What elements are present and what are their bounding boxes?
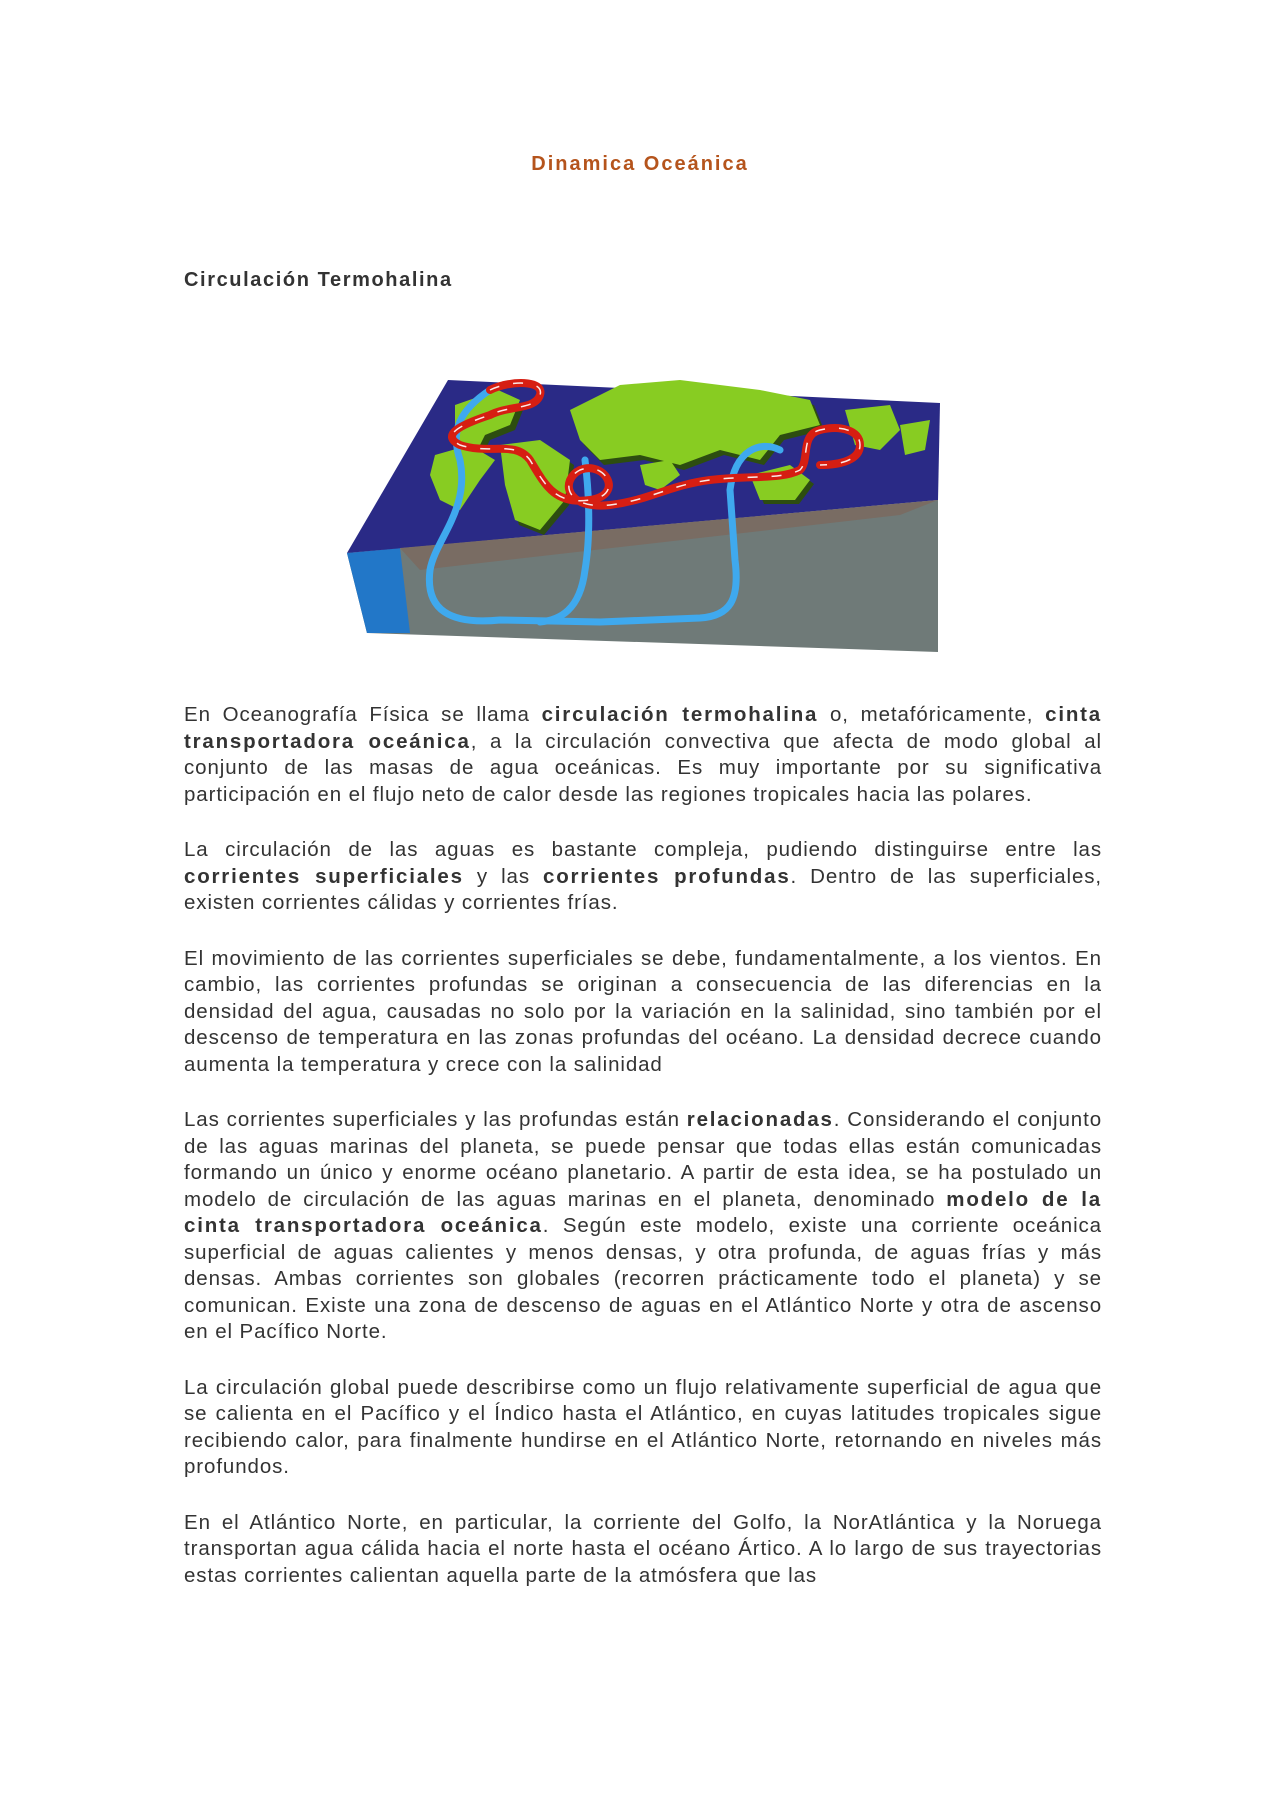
paragraph-text: o, metafóricamente, <box>818 703 1046 726</box>
paragraph-text: La circulación de las aguas es bastante compleja, pudiendo distinguirse entre las <box>184 838 1102 861</box>
paragraph-text: En Oceanografía Física se llama <box>184 703 542 726</box>
thermohaline-conveyor-belt-diagram <box>340 370 940 680</box>
paragraph <box>184 946 1102 1079</box>
section-heading: Circulación Termohalina <box>184 269 453 291</box>
bold-term: circulación termohalina <box>541 703 819 726</box>
bold-term: corrientes profundas <box>543 864 791 888</box>
paragraph <box>184 837 1102 917</box>
page-title: Dinamica Oceánica <box>531 153 749 175</box>
paragraph-text: El movimiento de las corrientes superficiales se debe, fundamentalmente, a los vientos. En cambio, las corrientes profundas se originan a consecuencia de las diferencias en la densidad del agua, causadas no solo por la variación en la salinidad, sino también por el descenso de temperatura en las zonas profundas del océano. La densidad decrece cuando aumenta la temperatura y crece con la salinidad <box>184 946 1102 1076</box>
paragraph <box>184 1510 1102 1590</box>
paragraph-text: En el Atlántico Norte, en particular, la corriente del Golfo, la NorAtlántica y la Noruega transportan agua cálida hacia el norte hasta el océano Ártico. A lo largo de sus trayectorias estas corrientes calientan aquella parte de la atmósfera que las <box>184 1510 1102 1587</box>
bold-term: cinta transportadora oceánica <box>184 703 1102 753</box>
paragraph-text: , a la circulación convectiva que afecta de modo global al conjunto de las masas de agua oceánicas. Es muy importante por su significativa participación en el flujo neto de calor desde las regiones tropicales hacia las polares. <box>184 729 1102 806</box>
paragraph-text: . Según este modelo, existe una corriente oceánica superficial de aguas calientes y menos densas, y otra profunda, de aguas frías y más densas. Ambas corrientes son globales (recorren prácticamente todo el planeta) y se comunican. Existe una zona de descenso de aguas en el Atlántico Norte y otra de ascenso en el Pacífico Norte. <box>184 1214 1102 1343</box>
paragraph-text: y las <box>463 864 544 888</box>
paragraph <box>184 1375 1102 1481</box>
paragraph <box>184 702 1102 808</box>
bold-term: relacionadas <box>686 1108 834 1131</box>
paragraph-text: . Considerando el conjunto de las aguas marinas del planeta, se puede pensar que todas ellas están comunicadas formando un único y enorme océano planetario. A partir de esta idea, se ha postulado un modelo de circulación de las aguas marinas en el planeta, denominado <box>184 1108 1102 1211</box>
thermohaline-diagram <box>340 370 940 680</box>
paragraph <box>184 1107 1102 1346</box>
bold-term: corrientes superficiales <box>184 864 464 888</box>
diagram-left-water-face <box>347 548 410 633</box>
body-text <box>184 702 1102 1618</box>
paragraph-text: . Dentro de las superficiales, existen corrientes cálidas y corrientes frías. <box>184 864 1102 914</box>
bold-term: modelo de la cinta transportadora oceánica <box>184 1187 1102 1237</box>
paragraph-text: Las corrientes superficiales y las profundas están <box>184 1108 687 1131</box>
paragraph-text: La circulación global puede describirse como un flujo relativamente superficial de agua que se calienta en el Pacífico y el Índico hasta el Atlántico, en cuyas latitudes tropicales sigue recibiendo calor, para finalmente hundirse en el Atlántico Norte, retornando en niveles más profundos. <box>184 1375 1102 1478</box>
